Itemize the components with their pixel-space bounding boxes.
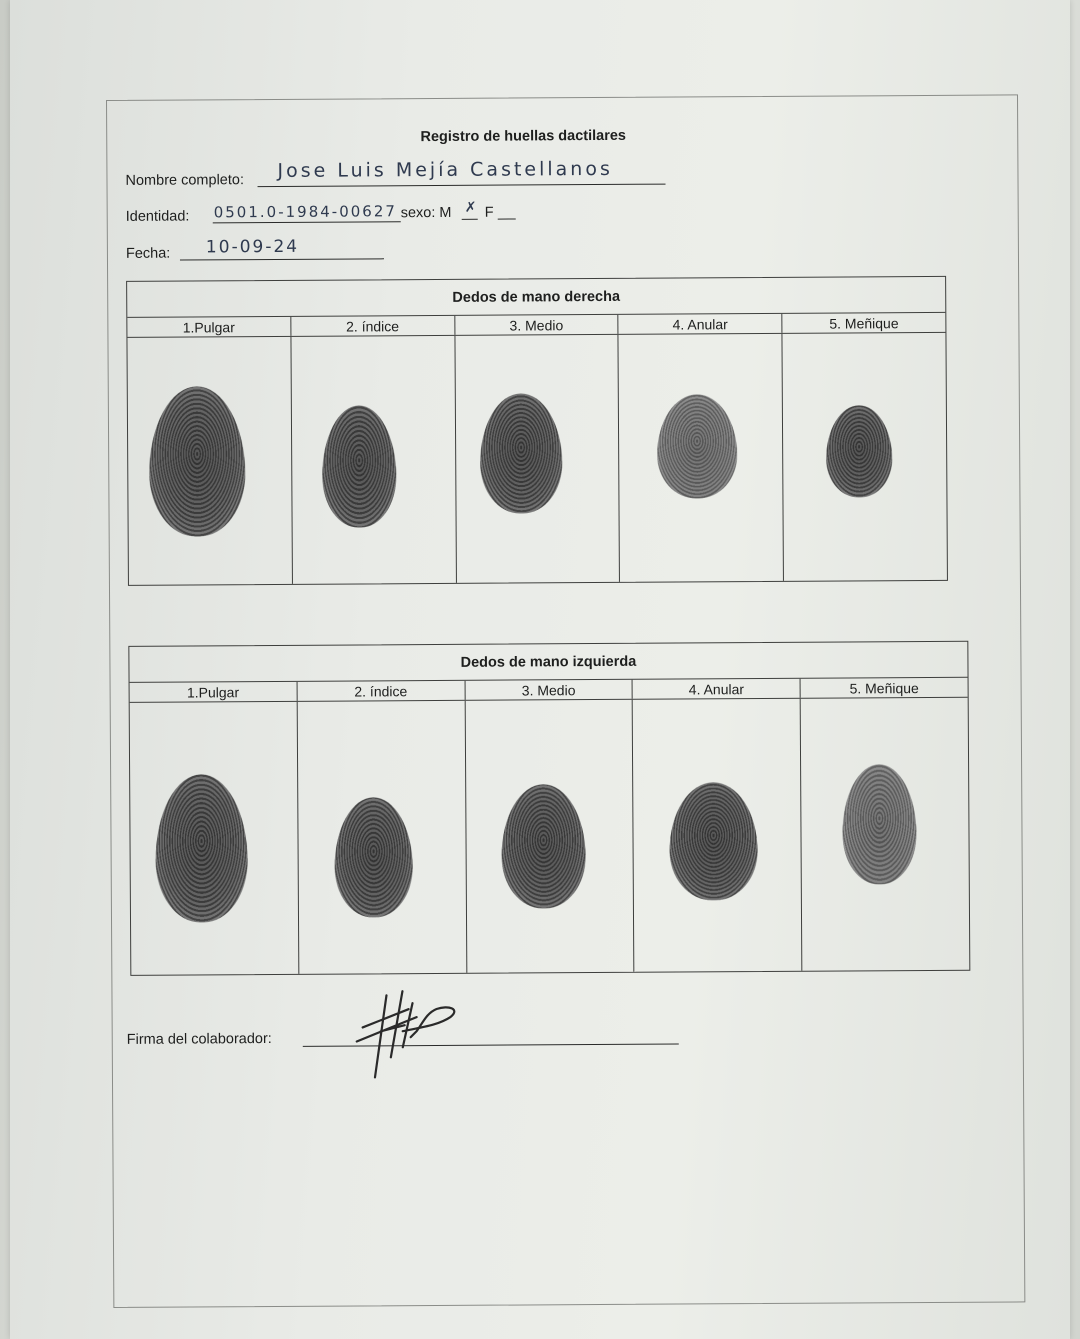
right-little-cell [783, 333, 947, 581]
right-finger-header: 5. Meñique [829, 315, 899, 332]
paper-sheet [10, 0, 1070, 1339]
date-value[interactable]: 10-09-24 [205, 236, 300, 258]
fingerprint-image [669, 782, 758, 901]
id-line [213, 221, 401, 223]
left-middle-cell [465, 700, 634, 973]
left-finger-header: 4. Anular [633, 679, 801, 699]
right-finger-header: 3. Medio [455, 315, 619, 335]
right-ring-cell [619, 334, 784, 582]
fingerprint-image [322, 405, 397, 527]
right-middle-cell [455, 335, 620, 583]
date-line [180, 258, 384, 260]
left-finger-header: 5. Meñique [849, 680, 919, 697]
left-little-cell [801, 698, 969, 971]
sex-f-line [498, 218, 516, 219]
form-title: Registro de huellas dactilares [420, 127, 627, 146]
date-label: Fecha: [125, 245, 171, 262]
fingerprint-image [149, 386, 246, 537]
left-finger-header: 2. índice [297, 681, 465, 701]
fingerprint-image [156, 774, 249, 923]
name-value[interactable]: Jose Luis Mejía Castellanos [277, 157, 613, 182]
fingerprint-image [480, 393, 563, 513]
right-finger-header: 4. Anular [619, 314, 783, 334]
fingerprint-image [657, 394, 738, 498]
left-index-cell [297, 701, 466, 974]
fingerprint-image [842, 764, 917, 884]
right-thumb-cell [127, 337, 292, 585]
id-label: Identidad: [125, 208, 190, 225]
name-line [258, 184, 666, 187]
signature-label: Firma del colaborador: [126, 1031, 272, 1048]
right-hand-table [126, 276, 948, 586]
right-hand-caption: Dedos de mano derecha [127, 277, 945, 318]
sex-m-line [462, 219, 478, 220]
sex-mark[interactable]: ✗ [464, 199, 479, 216]
left-hand-caption: Dedos de mano izquierda [129, 642, 967, 683]
signature-image [352, 987, 473, 1080]
fingerprint-image [501, 784, 586, 909]
right-index-cell [291, 336, 456, 584]
left-hand-table [128, 641, 970, 976]
right-hand-prints [127, 333, 946, 585]
right-finger-header: 2. índice [291, 316, 455, 336]
left-thumb-cell [130, 702, 299, 975]
id-value[interactable]: 0501.0-1984-00627 [213, 202, 397, 222]
right-finger-header: 1.Pulgar [127, 317, 291, 337]
fingerprint-form [107, 95, 1024, 1307]
fingerprint-image [334, 797, 413, 917]
left-finger-header: 3. Medio [465, 680, 633, 700]
left-ring-cell [633, 699, 802, 972]
fingerprint-image [825, 405, 892, 497]
name-label: Nombre completo: [125, 172, 245, 189]
sex-f-label: F [484, 204, 494, 221]
left-finger-header: 1.Pulgar [130, 682, 298, 702]
form-frame [106, 94, 1025, 1308]
sex-label: sexo: M [400, 204, 452, 222]
left-hand-prints [130, 698, 970, 975]
